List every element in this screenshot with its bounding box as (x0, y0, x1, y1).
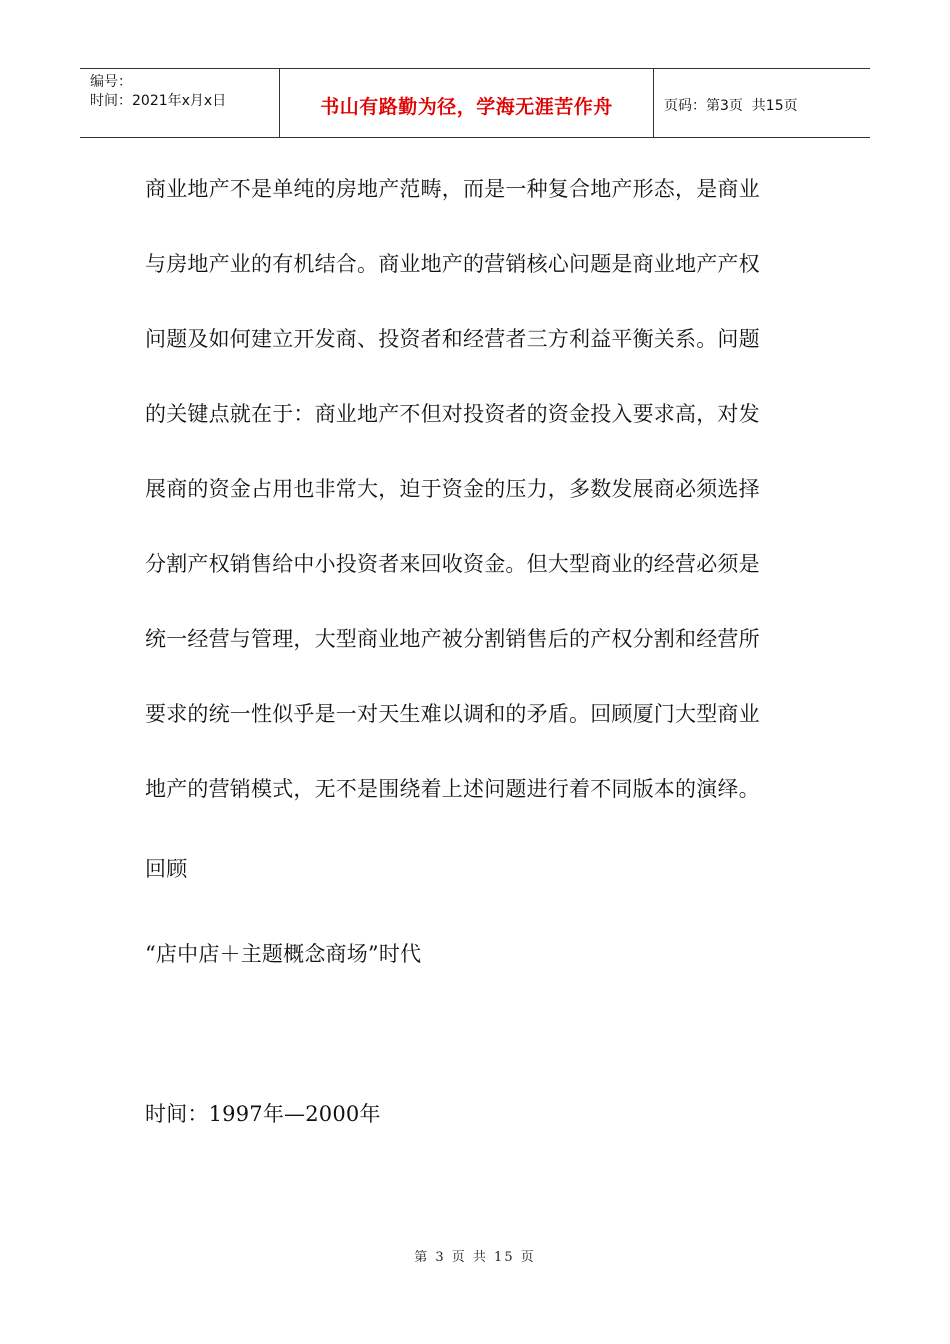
paragraph-line: 要求的统一性似乎是一对天生难以调和的矛盾。回顾厦门大型商业 (145, 702, 760, 726)
page-footer: 第 3 页 共 15 页 (414, 1250, 536, 1265)
header-page-info: 页码：第3页 共15页 (664, 98, 798, 114)
header-motto: 书山有路勤为径，学海无涯苦作舟 (320, 95, 613, 118)
paragraph-line: 与房地产业的有机结合。商业地产的营销核心问题是商业地产产权 (145, 252, 760, 276)
document-number-label: 编号： (90, 74, 132, 90)
section-heading: 回顾 (145, 857, 188, 881)
paragraph-line: 地产的营销模式，无不是围绕着上述问题进行着不同版本的演绎。 (145, 777, 760, 801)
header-meta (80, 69, 280, 137)
era-title: “店中店＋主题概念商场”时代 (145, 942, 422, 966)
paragraph-line: 的关键点就在于：商业地产不但对投资者的资金投入要求高，对发 (145, 402, 760, 426)
period-line: 时间：1997年—2000年 (145, 1102, 381, 1126)
document-date: 时间：2021年x月x日 (90, 93, 227, 109)
header-motto-cell (280, 69, 654, 137)
paragraph-line: 商业地产不是单纯的房地产范畴，而是一种复合地产形态，是商业 (145, 177, 760, 201)
page-header (80, 68, 870, 138)
paragraph-line: 问题及如何建立开发商、投资者和经营者三方利益平衡关系。问题 (145, 327, 760, 351)
paragraph-line: 分割产权销售给中小投资者来回收资金。但大型商业的经营必须是 (145, 552, 760, 576)
paragraph-line: 展商的资金占用也非常大，迫于资金的压力，多数发展商必须选择 (145, 477, 760, 501)
paragraph-line: 统一经营与管理，大型商业地产被分割销售后的产权分割和经营所 (145, 627, 760, 651)
